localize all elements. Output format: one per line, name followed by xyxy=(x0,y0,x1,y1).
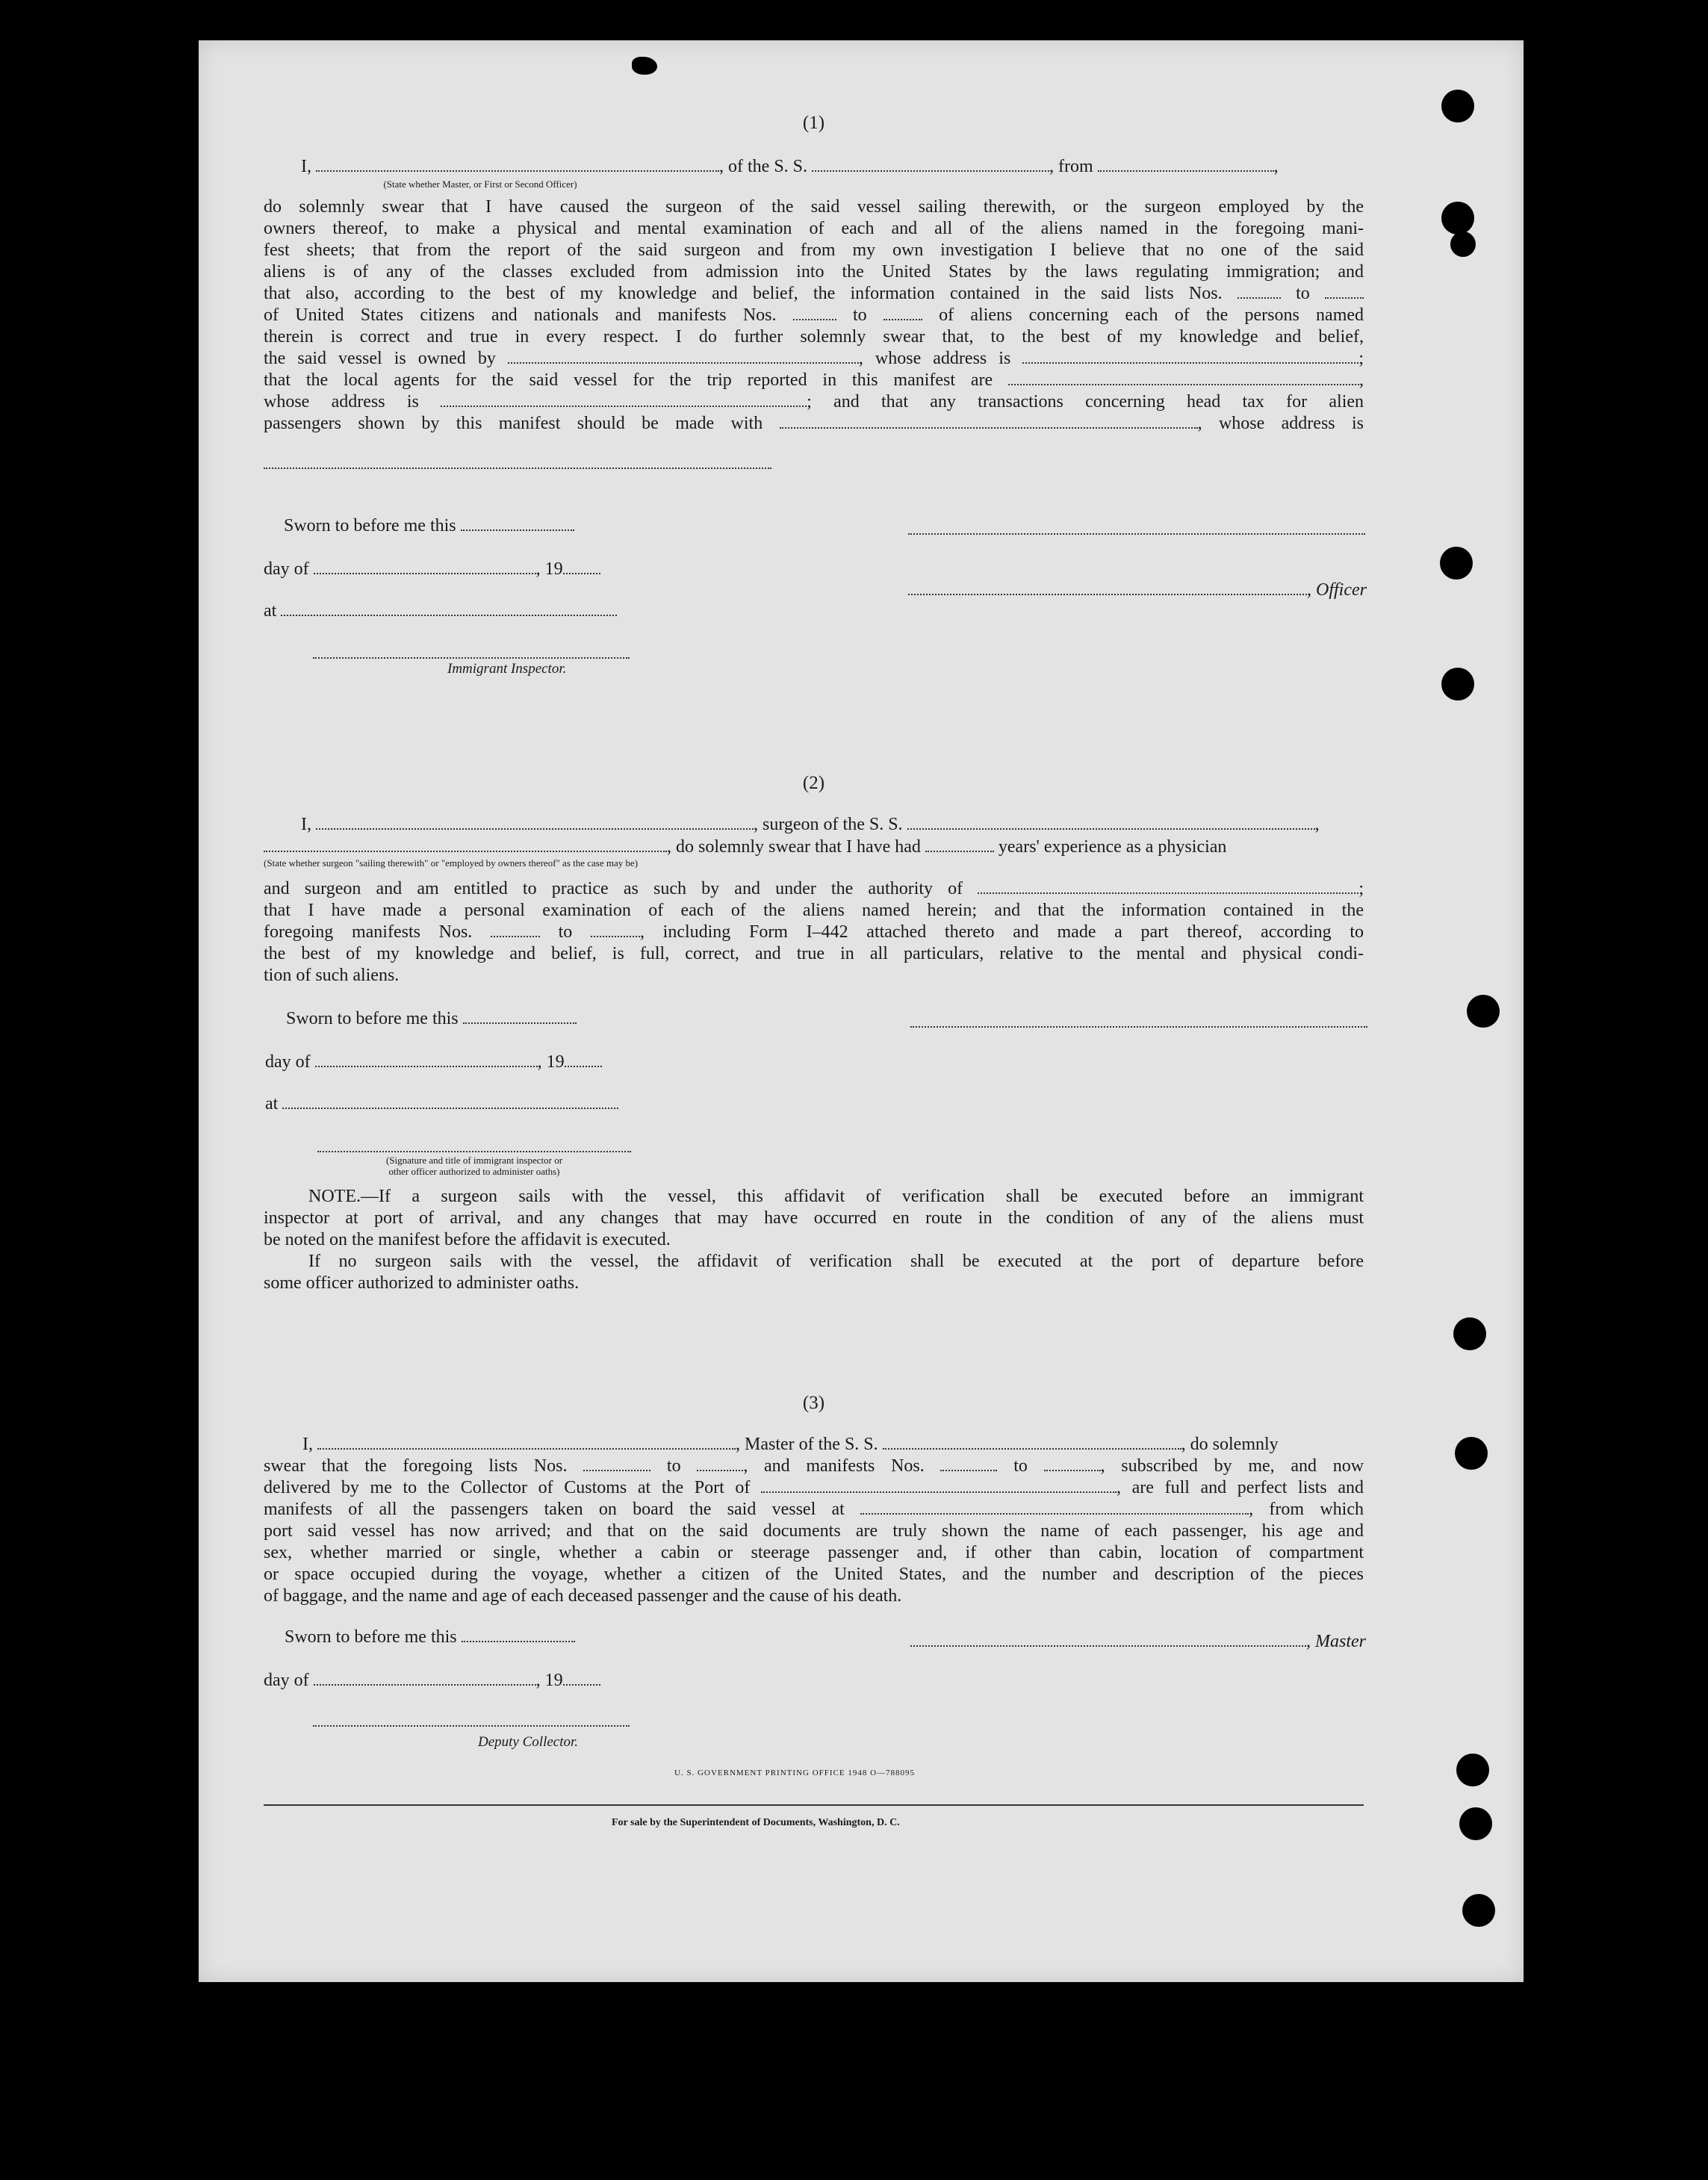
day-row-2: day of , 19 xyxy=(265,1052,602,1073)
s3-lists-to-field[interactable] xyxy=(697,1470,743,1471)
section-1-line-1: I, , of the S. S. , from , xyxy=(301,157,1279,176)
deputy-collector-label: Deputy Collector. xyxy=(478,1734,579,1750)
deputy-collector-signature-field[interactable] xyxy=(313,1725,630,1727)
boarding-port-field[interactable] xyxy=(860,1513,1249,1515)
s3-lists-from-field[interactable] xyxy=(583,1470,650,1471)
at-row-2: at xyxy=(265,1093,618,1115)
authority-field[interactable] xyxy=(978,892,1358,894)
lists-from-field[interactable] xyxy=(1237,297,1281,299)
manifests-from-field[interactable] xyxy=(793,319,836,320)
punch-hole xyxy=(1467,995,1500,1028)
surgeon-status-field[interactable] xyxy=(264,851,667,852)
port-field[interactable] xyxy=(761,1491,1117,1493)
surgeon-status-note: (State whether surgeon "sailing therewith" or "employed by owners thereof" as the case may be) xyxy=(264,857,639,869)
owner-address-field[interactable] xyxy=(1022,362,1358,364)
sworn-date-field-3[interactable] xyxy=(462,1641,575,1642)
punch-hole xyxy=(1456,1754,1489,1786)
section-2-number: (2) xyxy=(802,773,825,793)
punch-hole xyxy=(1441,202,1474,235)
year-field-3[interactable] xyxy=(563,1684,600,1686)
punch-hole xyxy=(1459,1807,1492,1840)
owner-field[interactable] xyxy=(508,362,859,364)
vessel-name-field[interactable] xyxy=(812,170,1049,172)
section-2-line-2: , do solemnly swear that I have had years' experience as a physician xyxy=(264,836,1226,858)
signature-title-note: (Signature and title of immigrant inspector or other officer authorized to administer oaths) xyxy=(385,1155,563,1177)
officer-title-field[interactable] xyxy=(908,594,1307,595)
place-field-2[interactable] xyxy=(282,1108,618,1109)
at-row-1: at xyxy=(264,600,617,622)
surgeon-vessel-field[interactable] xyxy=(907,828,1315,830)
day-row-3: day of , 19 xyxy=(264,1670,600,1692)
day-month-field-2[interactable] xyxy=(315,1066,538,1067)
torn-spot xyxy=(632,57,657,75)
surgeon-signature-field[interactable] xyxy=(910,1026,1367,1028)
place-field[interactable] xyxy=(281,615,617,616)
officer-rank-note: (State whether Master, or First or Second Officer) xyxy=(383,178,577,190)
inspector-signature-field[interactable] xyxy=(313,657,630,659)
lists-to-field[interactable] xyxy=(1325,297,1364,299)
punch-hole xyxy=(1440,547,1473,580)
punch-hole xyxy=(1455,1437,1488,1470)
section-1-number: (1) xyxy=(802,113,825,133)
verification-note: NOTE.—If a surgeon sails with the vessel, this affidavit of verification shall be executed before an immigrant inspector at port of arrival, and any changes that may have occurred en route in the condition of any of the aliens must be noted on the manifest before the affidavit is executed. If no surgeon sails with the vessel, the affidavit of verification shall be executed at the port of departure before some officer authorized to administer oaths. xyxy=(264,1187,1364,1293)
section-3-number: (3) xyxy=(802,1393,825,1413)
section-2-line-1: I, , surgeon of the S. S. , xyxy=(301,815,1320,834)
years-experience-field[interactable] xyxy=(925,851,994,852)
s3-manifests-to-field[interactable] xyxy=(1044,1470,1101,1471)
sworn-date-field-2[interactable] xyxy=(463,1022,577,1024)
sworn-row-1: Sworn to before me this xyxy=(284,515,574,537)
s2-manifests-to-field[interactable] xyxy=(591,936,640,937)
inspector-signature-field-2[interactable] xyxy=(317,1151,631,1152)
agents-address-field[interactable] xyxy=(441,406,807,407)
year-field[interactable] xyxy=(563,573,600,574)
section-1-body: do solemnly swear that I have caused the surgeon of the said vessel sailing therewith, or the surgeon employed by the owners thereof, to make a physical and mental examination of each and all of the aliens named in the foregoing mani- fest sheets; that from the report of the said surgeon and from my own investigation I believe that no one of the said aliens is of any of the classes excluded from admission into the United States by the laws regulating immigration; and that also, according to the best of my knowledge and belief, the information contained in the said lists Nos. to of United States citizens and nationals and manifests Nos. to of aliens concerning each of the persons named therein is correct and true in every respect. I do further solemnly swear that, to the best of my knowledge and belief, the said vessel is owned by , whose address is ; that the local agents for the said vessel for the trip reported in this manifest are , whose address is ; and that any transactions concerning head tax for alien passengers shown by this manifest should be made with , whose address is xyxy=(264,197,1364,433)
manifests-to-field[interactable] xyxy=(883,319,922,320)
printing-office-imprint: U. S. GOVERNMENT PRINTING OFFICE 1948 O—788095 xyxy=(674,1768,916,1777)
master-name-field[interactable] xyxy=(317,1448,736,1450)
s3-manifests-from-field[interactable] xyxy=(940,1470,997,1471)
section-3-body: swear that the foregoing lists Nos. to , and manifests Nos. to , subscribed by me, and now delivered by me to the Collector of Customs at the Port of , are full and perfect lists and manifests of all the passengers taken on board the said vessel at , from which port said vessel has now arrived; and that on the said documents are truly shown the name of each passenger, his age and sex, whether married or single, whether a cabin or steerage passenger and, if other than cabin, location of compartment or space occupied during the voyage, whether a citizen of the United States, and the number and description of the pieces of baggage, and the name and age of each deceased passenger and the cause of his death. xyxy=(264,1456,1364,1606)
master-signature-field[interactable] xyxy=(910,1645,1306,1647)
head-tax-party-field[interactable] xyxy=(780,427,1198,429)
day-month-field-3[interactable] xyxy=(314,1684,536,1686)
section-2-body: and surgeon and am entitled to practice as such by and under the authority of ; that I have made a personal examination of each of the aliens named herein; and that the information contained in the foregoing manifests Nos. to , including Form I–442 attached thereto and made a part thereof, according to the best of my knowledge and belief, is full, correct, and true in all particulars, relative to the mental and physical condi- tion of such aliens. xyxy=(264,879,1364,985)
sworn-row-3: Sworn to before me this xyxy=(285,1627,575,1648)
day-row-1: day of , 19 xyxy=(264,559,600,580)
sale-notice: For sale by the Superintendent of Documents, Washington, D. C. xyxy=(612,1817,900,1828)
day-month-field[interactable] xyxy=(314,573,536,574)
from-port-field[interactable] xyxy=(1098,170,1274,172)
footer-rule xyxy=(264,1804,1364,1806)
punch-hole xyxy=(1441,668,1474,701)
sworn-date-field[interactable] xyxy=(461,530,574,531)
sworn-row-2: Sworn to before me this xyxy=(286,1008,577,1030)
head-tax-address-field[interactable] xyxy=(264,468,771,469)
master-signature-row: , Master xyxy=(910,1631,1366,1653)
master-vessel-field[interactable] xyxy=(883,1448,1181,1450)
officer-rank-field[interactable] xyxy=(316,170,719,172)
punch-hole xyxy=(1441,90,1474,122)
punch-hole xyxy=(1453,1317,1486,1350)
local-agents-field[interactable] xyxy=(1008,384,1359,385)
year-field-2[interactable] xyxy=(565,1066,602,1067)
officer-signature-field[interactable] xyxy=(908,533,1365,535)
punch-hole xyxy=(1462,1894,1495,1927)
officer-title-row: , Officer xyxy=(908,580,1367,601)
section-3-line-1: I, , Master of the S. S. , do solemnly xyxy=(302,1435,1279,1454)
immigrant-inspector-label: Immigrant Inspector. xyxy=(447,661,567,677)
punch-hole xyxy=(1450,232,1476,257)
surgeon-name-field[interactable] xyxy=(316,828,754,830)
form-page xyxy=(199,40,1524,1982)
s2-manifests-from-field[interactable] xyxy=(491,936,540,937)
